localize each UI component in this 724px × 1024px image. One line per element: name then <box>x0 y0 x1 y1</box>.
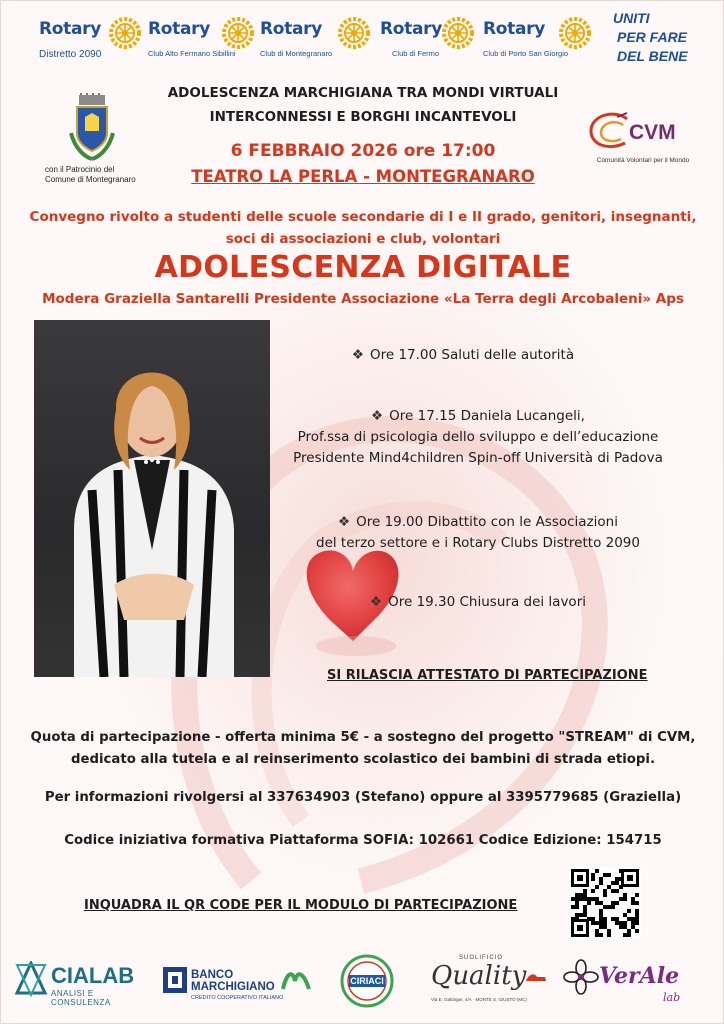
quality-top: SUOLIFICIO <box>459 955 504 961</box>
cialab-wordmark: CIALAB <box>51 963 135 988</box>
program-item-text: Ore 19.00 Dibattito con le Associazioni <box>356 514 618 530</box>
speaker-photo <box>34 320 270 677</box>
diamond-bullet-icon: ❖ <box>338 514 351 530</box>
motto-line: UNITI <box>613 10 650 26</box>
qr-instruction: INQUADRA IL QR CODE PER IL MODULO DI PARTECIPAZIONE <box>84 898 518 913</box>
rotary-club-name: Club di Porto San Giorgio <box>483 49 569 58</box>
caption-line: con il Patrocinio del <box>45 165 115 174</box>
program-item <box>271 406 685 469</box>
cialab-tagline: ANALISI E CONSULENZA <box>51 989 111 1007</box>
banco-wordmark <box>191 969 275 993</box>
motto-line: DEL BENE <box>617 48 688 64</box>
program-item-text: Presidente Mind4children Spin-off Università di Padova <box>293 450 663 466</box>
rotary-wordmark: Rotary <box>39 19 102 39</box>
event-moderator: Modera Graziella Santarelli Presidente Associazione «La Terra degli Arcobaleni» Aps <box>42 291 684 307</box>
fee-line: dedicato alla tutela e al reinserimento scolastico dei bambini di strada etiopi. <box>70 752 656 767</box>
rotary-wheel-icon <box>338 17 370 49</box>
program-item <box>271 512 685 554</box>
banco-logo-icon <box>163 967 187 993</box>
cvm-subtitle: Comunità Volontari per il Mondo <box>596 157 690 164</box>
program-item-text: Ore 19.30 Chiusura dei lavori <box>388 594 586 610</box>
verale-sub: lab <box>663 991 681 1004</box>
banco-line: BANCO <box>191 969 234 981</box>
rotary-wordmark: Rotary <box>380 19 443 39</box>
banco-line: MARCHIGIANO <box>191 981 275 993</box>
rotary-wordmark: Rotary <box>260 19 323 39</box>
program-item <box>271 592 685 613</box>
rotary-club-name: Distretto 2090 <box>39 49 102 60</box>
sponsor-ciriaci <box>339 953 395 1013</box>
banco-m-icon <box>281 967 311 991</box>
participation-fee <box>1 727 724 771</box>
rotary-wordmark: Rotary <box>483 19 546 39</box>
event-subtitle <box>1 81 724 129</box>
program-item-text: Ore 17.00 Saluti delle autorità <box>369 347 575 363</box>
subtitle-line: ADOLESCENZA MARCHIGIANA TRA MONDI VIRTUALI <box>167 85 559 101</box>
rotary-wordmark: Rotary <box>148 19 211 39</box>
quality-address: Via E. Gattinger, 4/A · MONTE S. GIUSTO (MC) <box>431 997 527 1002</box>
qr-code-icon <box>569 867 641 939</box>
rotary-club-name: Club di Montegranaro <box>260 49 333 58</box>
program-item-text: Ore 17.15 Daniela Lucangeli, <box>389 408 585 424</box>
diamond-bullet-icon: ❖ <box>369 594 383 610</box>
speaker-portrait <box>34 320 270 677</box>
program-item-text: del terzo settore e i Rotary Clubs Distretto 2090 <box>316 535 640 551</box>
program-item <box>271 345 655 366</box>
qr-code[interactable] <box>569 867 641 939</box>
rotary-wheel-icon <box>559 17 591 49</box>
event-title: ADOLESCENZA DIGITALE <box>154 250 572 285</box>
verale-flower-icon <box>563 959 599 995</box>
verale-wordmark: VerAle <box>599 963 680 989</box>
quality-wordmark: Quality <box>431 961 527 991</box>
banco-tagline: CREDITO COOPERATIVO ITALIANO <box>191 995 284 1001</box>
audience-line: Convegno rivolto a studenti delle scuole secondarie di I e II grado, genitori, insegnanti, <box>29 209 697 225</box>
sponsor-verale <box>563 953 713 1013</box>
event-audience <box>1 206 724 250</box>
diamond-bullet-icon: ❖ <box>351 347 364 363</box>
certificate-notice: SI RILASCIA ATTESTATO DI PARTECIPAZIONE <box>327 668 648 683</box>
sponsor-cialab <box>15 953 155 1013</box>
rotary-club-name: Club di Fermo <box>392 49 440 58</box>
rotary-wheel-icon <box>222 17 254 49</box>
ciriaci-wordmark: CIRIACI <box>350 976 384 986</box>
fee-line: Quota di partecipazione - offerta minima 5€ - a sostegno del progetto "STREAM" di CVM, <box>30 730 696 745</box>
event-date: 6 FEBBRAIO 2026 ore 17:00 <box>230 141 496 161</box>
sofia-code: Codice iniziativa formativa Piattaforma SOFIA: 102661 Codice Edizione: 154715 <box>64 833 662 848</box>
motto <box>613 9 723 66</box>
sponsor-quality <box>431 953 551 1013</box>
sponsor-banco-marchigiano <box>163 953 323 1013</box>
motto-line: PER FARE <box>617 29 688 45</box>
program-item-text: Prof.ssa di psicologia dello sviluppo e dell’educazione <box>297 429 659 445</box>
rotary-wheel-icon <box>109 17 141 49</box>
cialab-logo-icon <box>15 961 47 997</box>
caption-line: Comune di Montegranaro <box>45 175 136 184</box>
diamond-bullet-icon: ❖ <box>371 408 384 424</box>
event-venue: TEATRO LA PERLA - MONTEGRANARO <box>191 167 535 186</box>
quality-shoe-icon <box>525 971 547 983</box>
rotary-wheel-icon <box>442 17 474 49</box>
contact-info: Per informazioni rivolgersi al 337634903 (Stefano) oppure al 3395779685 (Graziella) <box>44 790 682 805</box>
rotary-club-name: Club Alto Fermano Sibillini <box>148 49 236 58</box>
audience-line: soci di associazioni e club, volontari <box>225 231 501 247</box>
subtitle-line: INTERCONNESSI E BORGHI INCANTEVOLI <box>209 109 517 125</box>
cvm-wordmark: CVM <box>629 121 676 144</box>
ciriaci-seal <box>339 953 395 1009</box>
